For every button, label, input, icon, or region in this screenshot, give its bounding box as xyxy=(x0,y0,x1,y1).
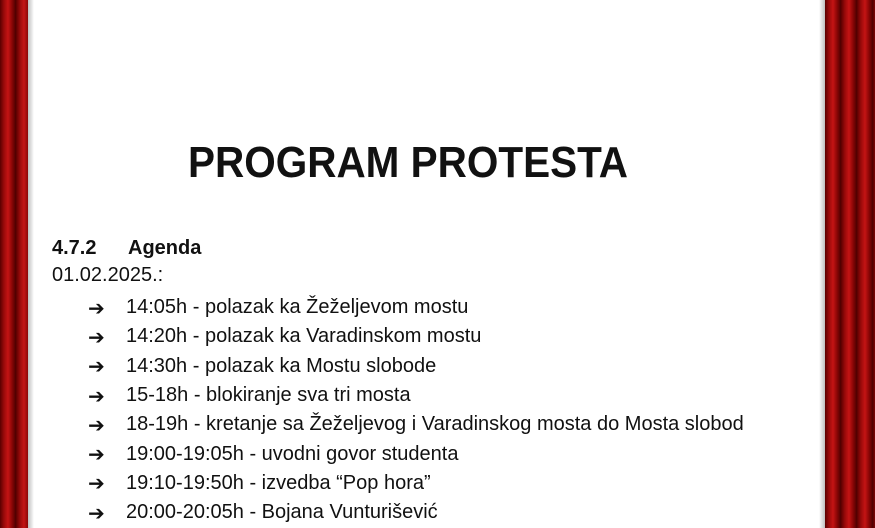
list-item xyxy=(88,498,744,527)
arrow-icon: ➔ xyxy=(88,354,105,379)
section-heading xyxy=(52,237,201,260)
agenda-date: 01.02.2025.: xyxy=(52,264,164,286)
list-item xyxy=(88,352,744,381)
section-number: 4.7.2 xyxy=(52,237,97,259)
arrow-icon: ➔ xyxy=(88,412,105,437)
list-item-text: 18-19h - kretanje sa Žeželjevog i Varadinskog mosta do Mosta slobod xyxy=(126,413,744,436)
list-item xyxy=(88,293,744,322)
list-item-text: 14:05h - polazak ka Žeželjevom mostu xyxy=(126,296,469,319)
list-item xyxy=(88,322,744,351)
list-item-text: 19:00-19:05h - uvodni govor studenta xyxy=(126,442,459,465)
document-page xyxy=(28,0,825,528)
list-item xyxy=(88,410,744,439)
list-item-text: 19:10-19:50h - izvedba “Pop hora” xyxy=(126,471,431,494)
section-title: Agenda xyxy=(128,237,202,259)
arrow-icon: ➔ xyxy=(88,442,105,467)
right-curtain xyxy=(825,0,875,528)
list-item-text: 14:30h - polazak ka Mostu slobode xyxy=(126,354,437,377)
arrow-icon: ➔ xyxy=(88,500,105,525)
list-item-text: 14:20h - polazak ka Varadinskom mostu xyxy=(126,325,482,348)
arrow-icon: ➔ xyxy=(88,324,105,349)
agenda-list xyxy=(88,293,744,527)
list-item xyxy=(88,439,744,468)
page-title: PROGRAM PROTESTA xyxy=(188,138,629,187)
list-item-text: 20:00-20:05h - Bojana Vunturišević xyxy=(126,501,438,524)
arrow-icon: ➔ xyxy=(88,295,105,320)
list-item xyxy=(88,469,744,498)
list-item-text: 15-18h - blokiranje sva tri mosta xyxy=(126,384,411,407)
arrow-icon: ➔ xyxy=(88,471,105,496)
arrow-icon: ➔ xyxy=(88,383,105,408)
list-item xyxy=(88,381,744,410)
left-curtain xyxy=(0,0,28,528)
